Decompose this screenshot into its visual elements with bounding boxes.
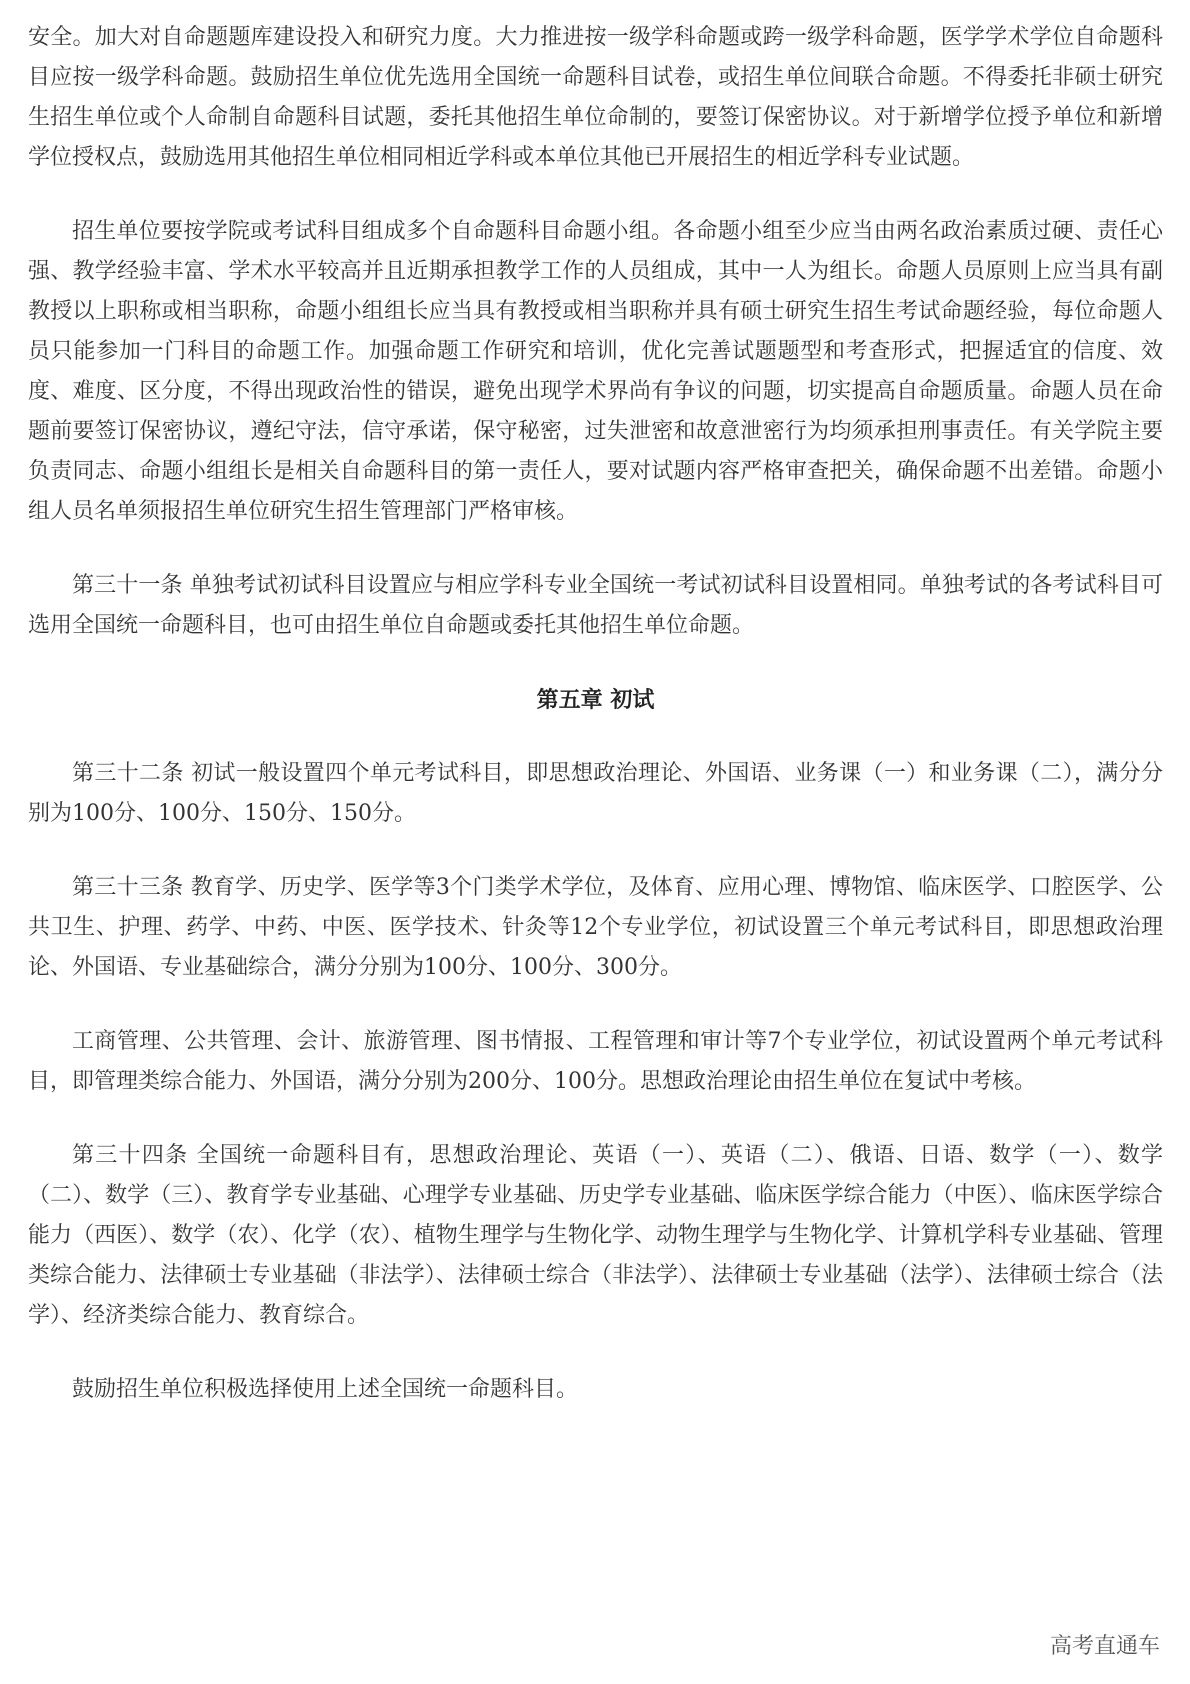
paragraph-gap [28, 646, 1163, 680]
paragraph-proposition-groups: 招生单位要按学院或考试科目组成多个自命题科目命题小组。各命题小组至少应当由两名政治素质过硬、责任心强、教学经验丰富、学术水平较高并且近期承担教学工作的人员组成，其中一人为组长。命题人员原则上应当具有副教授以上职称或相当职称，命题小组组长应当具有教授或相当职称并具有硕士研究生招生考试命题经验，每位命题人员只能参加一门科目的命题工作。加强命题工作研究和培训，优化完善试题题型和考查形式，把握适宜的信度、效度、难度、区分度，不得出现政治性的错误，避免出现学术界尚有争议的问题，切实提高自命题质量。命题人员在命题前要签订保密协议，遵纪守法，信守承诺，保守秘密，过失泄密和故意泄密行为均须承担刑事责任。有关学院主要负责同志、命题小组组长是相关自命题科目的第一责任人，要对试题内容严格审查把关，确保命题不出差错。命题小组人员名单须报招生单位研究生招生管理部门严格审核。 [28, 219, 1163, 524]
paragraph-gap [28, 1336, 1163, 1370]
paragraph-gap [28, 988, 1163, 1022]
paragraph-article-31: 第三十一条 单独考试初试科目设置应与相应学科专业全国统一考试初试科目设置相同。单独考试的各考试科目可选用全国统一命题科目，也可由招生单位自命题或委托其他招生单位命题。 [28, 573, 1163, 638]
paragraph-gap [28, 178, 1163, 212]
chapter-heading: 第五章 初试 [536, 687, 655, 713]
paragraph-management-degrees: 工商管理、公共管理、会计、旅游管理、图书情报、工程管理和审计等7个专业学位，初试设置两个单元考试科目，即管理类综合能力、外国语，满分分别为200分、100分。思想政治理论由招生单位在复试中考核。 [28, 1029, 1163, 1094]
paragraph-self-proposition-continued: 安全。加大对自命题题库建设投入和研究力度。大力推进按一级学科命题或跨一级学科命题，医学学术学位自命题科目应按一级学科命题。鼓励招生单位优先选用全国统一命题科目试卷，或招生单位间联合命题。不得委托非硕士研究生招生单位或个人命制自命题科目试题，委托其他招生单位命制的，要签订保密协议。对于新增学位授予单位和新增学位授权点，鼓励选用其他招生单位相同相近学科或本单位其他已开展招生的相近学科专业试题。 [28, 25, 1163, 170]
paragraph-gap [28, 532, 1163, 566]
paragraph-gap [28, 834, 1163, 868]
watermark-text: 高考直通车 [1049, 1634, 1160, 1659]
document-body [28, 18, 1163, 1410]
paragraph-gap [28, 1102, 1163, 1136]
paragraph-article-33: 第三十三条 教育学、历史学、医学等3个门类学术学位，及体育、应用心理、博物馆、临床医学、口腔医学、公共卫生、护理、药学、中药、中医、医学技术、针灸等12个专业学位，初试设置三个单元考试科目，即思想政治理论、外国语、专业基础综合，满分分别为100分、100分、300分。 [28, 875, 1163, 980]
paragraph-gap [28, 720, 1163, 754]
paragraph-article-32: 第三十二条 初试一般设置四个单元考试科目，即思想政治理论、外国语、业务课（一）和业务课（二），满分分别为100分、100分、150分、150分。 [28, 761, 1163, 826]
paragraph-article-34: 第三十四条 全国统一命题科目有，思想政治理论、英语（一）、英语（二）、俄语、日语、数学（一）、数学（二）、数学（三）、教育学专业基础、心理学专业基础、历史学专业基础、临床医学综合能力（中医）、临床医学综合能力（西医）、数学（农）、化学（农）、植物生理学与生物化学、动物生理学与生物化学、计算机学科专业基础、管理类综合能力、法律硕士专业基础（非法学）、法律硕士综合（非法学）、法律硕士专业基础（法学）、法律硕士综合（法学）、经济类综合能力、教育综合。 [28, 1143, 1163, 1328]
paragraph-encourage: 鼓励招生单位积极选择使用上述全国统一命题科目。 [72, 1377, 579, 1402]
